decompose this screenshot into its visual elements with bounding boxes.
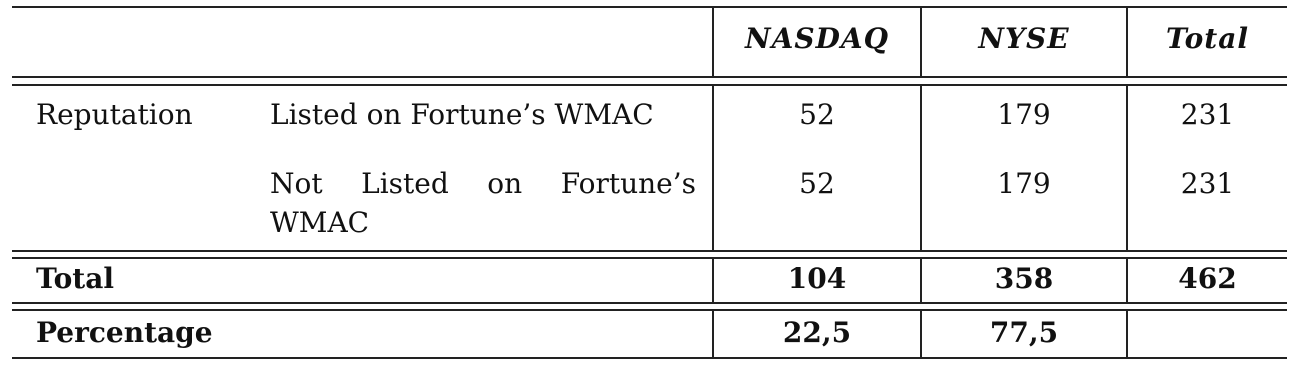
cell-not-listed-nasdaq: 52 [799, 167, 835, 200]
cell-listed-nyse: 179 [997, 98, 1051, 131]
header-nyse: NYSE [978, 22, 1070, 55]
rule-total-end-2 [12, 309, 1287, 311]
header-nasdaq: NASDAQ [745, 22, 889, 55]
cell-not-listed-total: 231 [1180, 167, 1235, 200]
total-total: 462 [1178, 262, 1237, 295]
row-label-not-listed-line2: WMAC [270, 206, 370, 239]
percentage-row-label: Percentage [36, 316, 213, 349]
cell-listed-total: 231 [1180, 98, 1235, 131]
rule-body-end-2 [12, 257, 1287, 259]
percentage-nasdaq: 22,5 [782, 316, 852, 349]
rule-header-2 [12, 84, 1287, 86]
total-row-label: Total [36, 262, 115, 295]
rule-bottom [12, 357, 1287, 359]
row-label-listed: Listed on Fortune’s WMAC [270, 98, 654, 131]
rule-top [12, 6, 1287, 8]
cell-not-listed-nyse: 179 [997, 167, 1051, 200]
row-group-label: Reputation [36, 98, 193, 131]
vrule-c-pct [1126, 309, 1128, 359]
cell-listed-nasdaq: 52 [799, 98, 835, 131]
rule-total-end-1 [12, 302, 1287, 304]
row-label-not-listed-line1: Not Listed on Fortune’s [270, 167, 696, 200]
percentage-nyse: 77,5 [989, 316, 1059, 349]
total-nasdaq: 104 [787, 262, 847, 295]
total-nyse: 358 [994, 262, 1054, 295]
rule-header-1 [12, 76, 1287, 78]
rule-body-end-1 [12, 250, 1287, 252]
header-total: Total [1165, 22, 1249, 55]
